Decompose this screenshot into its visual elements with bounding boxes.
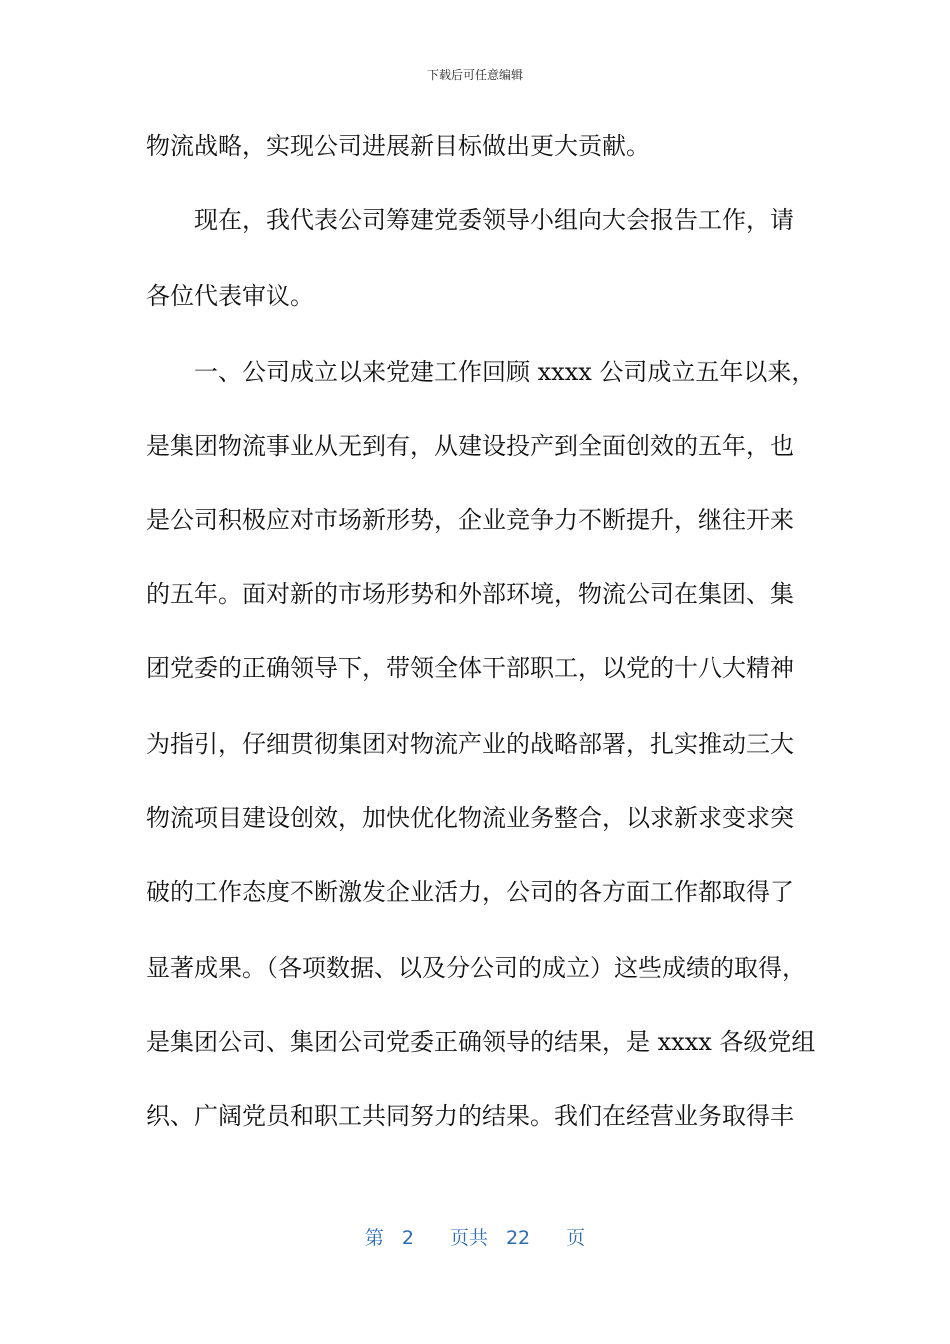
body-line: 是公司积极应对市场新形势，企业竞争力不断提升，继往开来 <box>146 506 794 534</box>
footer-prefix: 第 <box>364 1227 384 1249</box>
body-line: 的五年。面对新的市场形势和外部环境，物流公司在集团、集 <box>146 580 794 608</box>
body-line: 一、公司成立以来党建工作回顾 xxxx 公司成立五年以来， <box>194 358 816 386</box>
body-line: 现在，我代表公司筹建党委领导小组向大会报告工作，请 <box>194 206 794 234</box>
body-line: 物流项目建设创效，加快优化物流业务整合，以求新求变求突 <box>146 804 794 832</box>
body-line: 破的工作态度不断激发企业活力，公司的各方面工作都取得了 <box>146 878 794 906</box>
total-pages-number: 22 <box>505 1227 531 1249</box>
body-line: 显著成果。（各项数据、以及分公司的成立）这些成绩的取得， <box>146 954 806 982</box>
body-line: 为指引，仔细贯彻集团对物流产业的战略部署，扎实推动三大 <box>146 730 794 758</box>
page-footer <box>0 1226 950 1250</box>
body-line: 织、广阔党员和职工共同努力的结果。我们在经营业务取得丰 <box>146 1102 794 1130</box>
footer-middle: 页共 <box>449 1227 488 1249</box>
body-line: 物流战略，实现公司进展新目标做出更大贡献。 <box>146 132 650 160</box>
body-line: 团党委的正确领导下，带领全体干部职工，以党的十八大精神 <box>146 654 794 682</box>
page-header: 下载后可任意编辑 <box>426 68 523 82</box>
body-line: 是集团物流事业从无到有，从建设投产到全面创效的五年，也 <box>146 432 794 460</box>
body-line: 各位代表审议。 <box>146 282 314 310</box>
footer-suffix: 页 <box>566 1227 586 1249</box>
body-line: 是集团公司、集团公司党委正确领导的结果，是 xxxx 各级党组 <box>146 1028 816 1056</box>
current-page-number: 2 <box>401 1227 414 1249</box>
